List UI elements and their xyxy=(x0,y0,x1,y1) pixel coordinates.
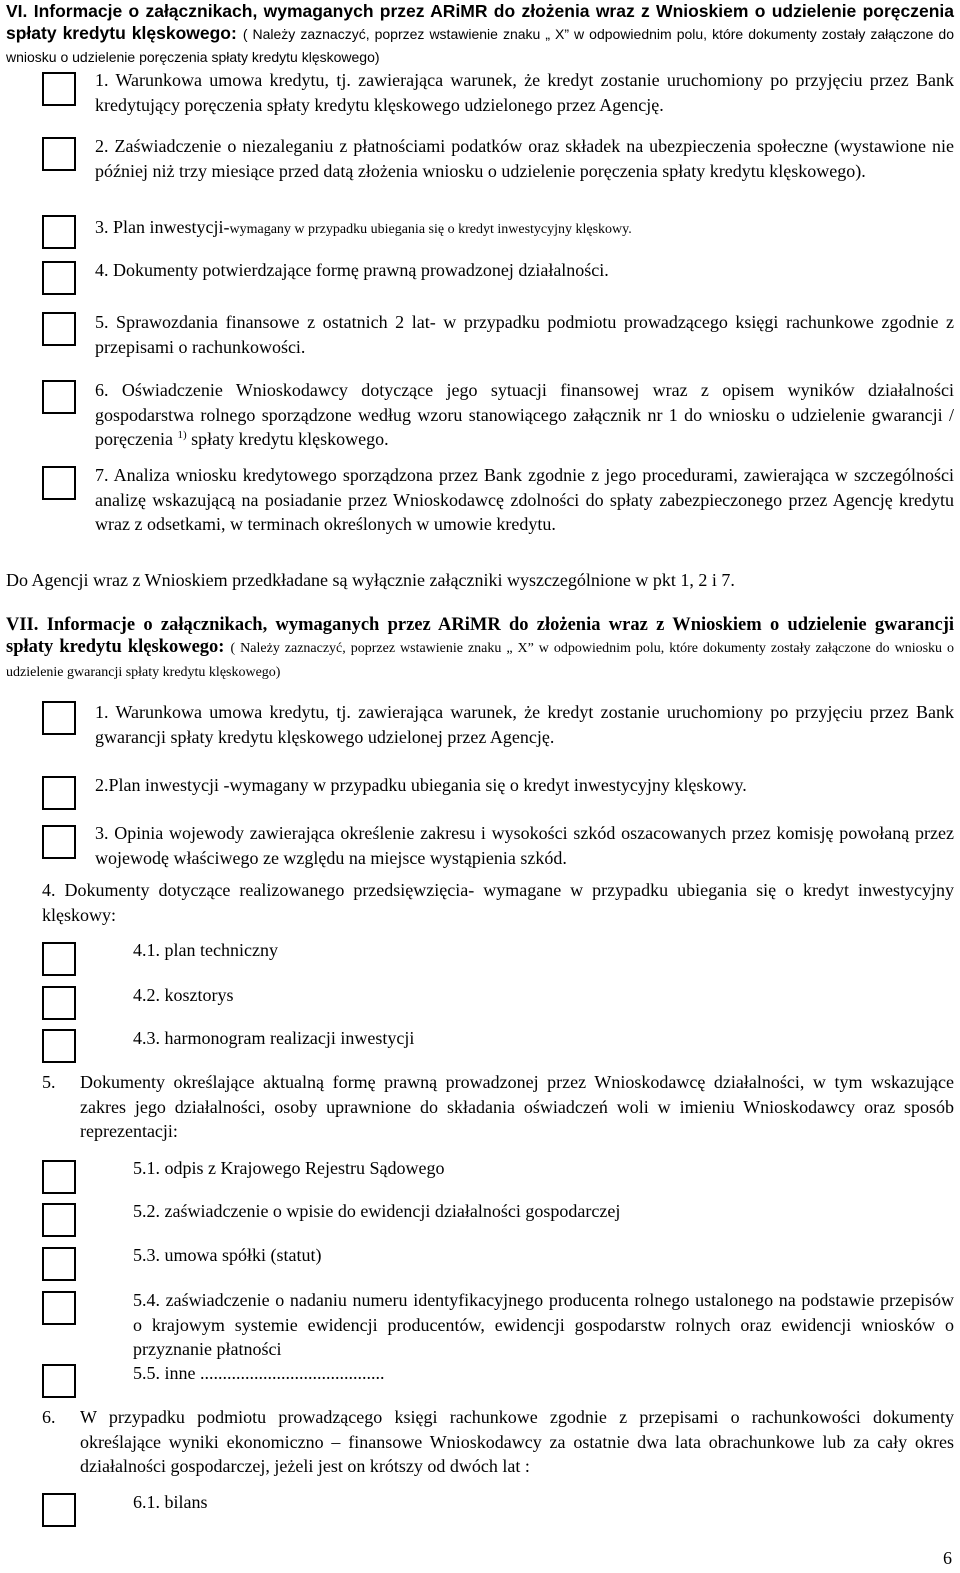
item-vi-1: 1. Warunkowa umowa kredytu, tj. zawierająca warunek, że kredyt zostanie uruchomiony po przyjęciu przez Bank kredytujący poręczenia spłaty kredytu klęskowego udzielonego przez Agencję. xyxy=(95,70,954,115)
checkbox-vi-6[interactable] xyxy=(42,380,76,414)
section-vi-title: Informacje o załącznikach, wymaganych przez ARiMR do złożenia wraz z Wnioskiem o udzielenie poręczenia spłaty kredytu klęskowego: xyxy=(6,1,954,43)
item-vii-4-3: 4.3. harmonogram realizacji inwestycji xyxy=(133,1028,415,1048)
checkbox-vii-6-1[interactable] xyxy=(42,1493,76,1527)
checkbox-vi-3[interactable] xyxy=(42,215,76,249)
section-vi-number: VI. xyxy=(6,1,28,21)
item-vii-4-1: 4.1. plan techniczny xyxy=(133,940,278,960)
checkbox-vii-5-4[interactable] xyxy=(42,1291,76,1325)
checkbox-vii-5-1[interactable] xyxy=(42,1160,76,1194)
item-vii-5-1: 5.1. odpis z Krajowego Rejestru Sądowego xyxy=(133,1158,445,1178)
section-vii-title: Informacje o załącznikach, wymaganych przez ARiMR do złożenia wraz z Wnioskiem o udzielenie gwarancji spłaty kredytu klęskowego: xyxy=(6,615,955,657)
item-vi-3-note: wymagany w przypadku ubiegania się o kredyt inwestycyjny klęskowy. xyxy=(229,222,632,237)
checkbox-vii-1[interactable] xyxy=(42,701,76,735)
item-vi-2: 2. Zaświadczenie o niezaleganiu z płatnościami podatków oraz składek na ubezpieczenia społeczne (wystawione nie później niż trzy miesiące przed datą złożenia wniosku o udzielenie poręczenia spłaty kredytu klęskowego). xyxy=(95,136,954,181)
checkbox-vii-5-2[interactable] xyxy=(42,1203,76,1237)
checkbox-vi-7[interactable] xyxy=(42,466,76,500)
checkbox-vi-4[interactable] xyxy=(42,261,76,295)
item-vii-5-5: 5.5. inne ......................................... xyxy=(133,1363,385,1383)
item-vi-6-text-end: spłaty kredytu klęskowego. xyxy=(186,429,389,449)
item-vii-6: W przypadku podmiotu prowadzącego księgi rachunkowe zgodnie z przepisami o rachunkowości dokumenty określające wyniki ekonomiczno – finansowe Wnioskodawcy za ostatnie dwa lata obrachunkowe lub za cały okres działalności gospodarczej, jeżeli jest on krótszy od dwóch lat : xyxy=(80,1407,954,1476)
item-vii-2: 2.Plan inwestycji -wymagany w przypadku ubiegania się o kredyt inwestycyjny klęskowy. xyxy=(95,775,747,795)
item-vi-3-label: 3. Plan inwestycji- xyxy=(95,217,230,237)
item-vii-5: Dokumenty określające aktualną formę prawną prowadzonej przez Wnioskodawcę działalności, w tym wskazujące zakres jego działalności, osoby uprawnione do składania oświadczeń woli w imieniu Wnioskodawcy oraz sposób reprezentacji: xyxy=(80,1072,954,1141)
item-vii-5-3: 5.3. umowa spółki (statut) xyxy=(133,1245,322,1265)
item-vii-4-2: 4.2. kosztorys xyxy=(133,985,234,1005)
item-vii-5-number: 5. xyxy=(42,1072,56,1092)
item-vi-7: 7. Analiza wniosku kredytowego sporządzona przez Bank zgodnie z jego procedurami, zawierająca w szczególności analizę wskazującą na posiadanie przez Wnioskodawcę zdolności do spłaty zabezpieczonego przez Agencję kredytu wraz z odsetkami, w terminach określonych w umowie kredytu. xyxy=(95,465,954,534)
section-vii-note: ( Należy zaznaczyć, poprzez wstawienie znaku „ X” w odpowiednim polu, które dokumenty zostały załączone do wniosku o udzielenie gwarancji spłaty kredytu klęskowego) xyxy=(6,641,955,680)
checkbox-vi-2[interactable] xyxy=(42,137,76,171)
checkbox-vi-1[interactable] xyxy=(42,72,76,106)
item-vi-6-text: 6. Oświadczenie Wnioskodawcy dotyczące jego sytuacji finansowej wraz z opisem wyników działalności gospodarstwa rolnego sporządzone według wzoru stanowiącego załącznik nr 1 do wniosku o udzielenie gwarancji / poręczenia xyxy=(95,380,954,449)
checkbox-vii-3[interactable] xyxy=(42,825,76,859)
section-vi-heading xyxy=(6,0,954,68)
item-vii-3: 3. Opinia wojewody zawierająca określenie zakresu i wysokości szkód oszacowanych przez komisję powołaną przez wojewodę właściwego ze względu na miejsce wystąpienia szkód. xyxy=(95,823,954,868)
checkbox-vii-5-3[interactable] xyxy=(42,1247,76,1281)
checkbox-vi-5[interactable] xyxy=(42,312,76,346)
item-vii-4: 4. Dokumenty dotyczące realizowanego przedsięwzięcia- wymagane w przypadku ubiegania się o kredyt inwestycyjny klęskowy: xyxy=(42,880,954,925)
checkbox-vii-4-1[interactable] xyxy=(42,942,76,976)
item-vii-5-2: 5.2. zaświadczenie o wpisie do ewidencji działalności gospodarczej xyxy=(133,1201,621,1221)
item-vi-5: 5. Sprawozdania finansowe z ostatnich 2 lat- w przypadku podmiotu prowadzącego księgi rachunkowe zgodnie z przepisami o rachunkowości. xyxy=(95,312,954,357)
section-vi-footer: Do Agencji wraz z Wnioskiem przedkładane są wyłącznie załączniki wyszczególnione w pkt 1, 2 i 7. xyxy=(6,570,735,590)
checkbox-vii-4-2[interactable] xyxy=(42,986,76,1020)
page-number: 6 xyxy=(943,1548,952,1568)
item-vi-4: 4. Dokumenty potwierdzające formę prawną prowadzonej działalności. xyxy=(95,260,609,280)
checkbox-vii-2[interactable] xyxy=(42,776,76,810)
checkbox-vii-5-5[interactable] xyxy=(42,1364,76,1398)
checkbox-vii-4-3[interactable] xyxy=(42,1029,76,1063)
section-vii-number: VII. xyxy=(6,615,39,635)
section-vi-note: ( Należy zaznaczyć, poprzez wstawienie znaku „ X” w odpowiednim polu, które dokumenty zostały załączone do wniosku o udzielenie poręczenia spłaty kredytu klęskowego) xyxy=(6,26,954,65)
section-vii-heading xyxy=(6,614,954,684)
item-vii-6-1: 6.1. bilans xyxy=(133,1492,208,1512)
item-vii-5-4: 5.4. zaświadczenie o nadaniu numeru identyfikacyjnego producenta rolnego ustalonego na podstawie przepisów o krajowym systemie ewidencji producentów, ewidencji gospodarstw rolnych oraz ewidencji wniosków o przyznanie płatności xyxy=(133,1290,954,1359)
item-vi-6-footnote: 1) xyxy=(177,429,187,441)
item-vi-3 xyxy=(95,215,954,243)
item-vi-6 xyxy=(95,378,954,452)
item-vii-6-number: 6. xyxy=(42,1407,56,1427)
item-vii-1: 1. Warunkowa umowa kredytu, tj. zawierająca warunek, że kredyt zostanie uruchomiony po przyjęciu przez Bank gwarancji spłaty kredytu klęskowego udzielonej przez Agencję. xyxy=(95,702,954,747)
